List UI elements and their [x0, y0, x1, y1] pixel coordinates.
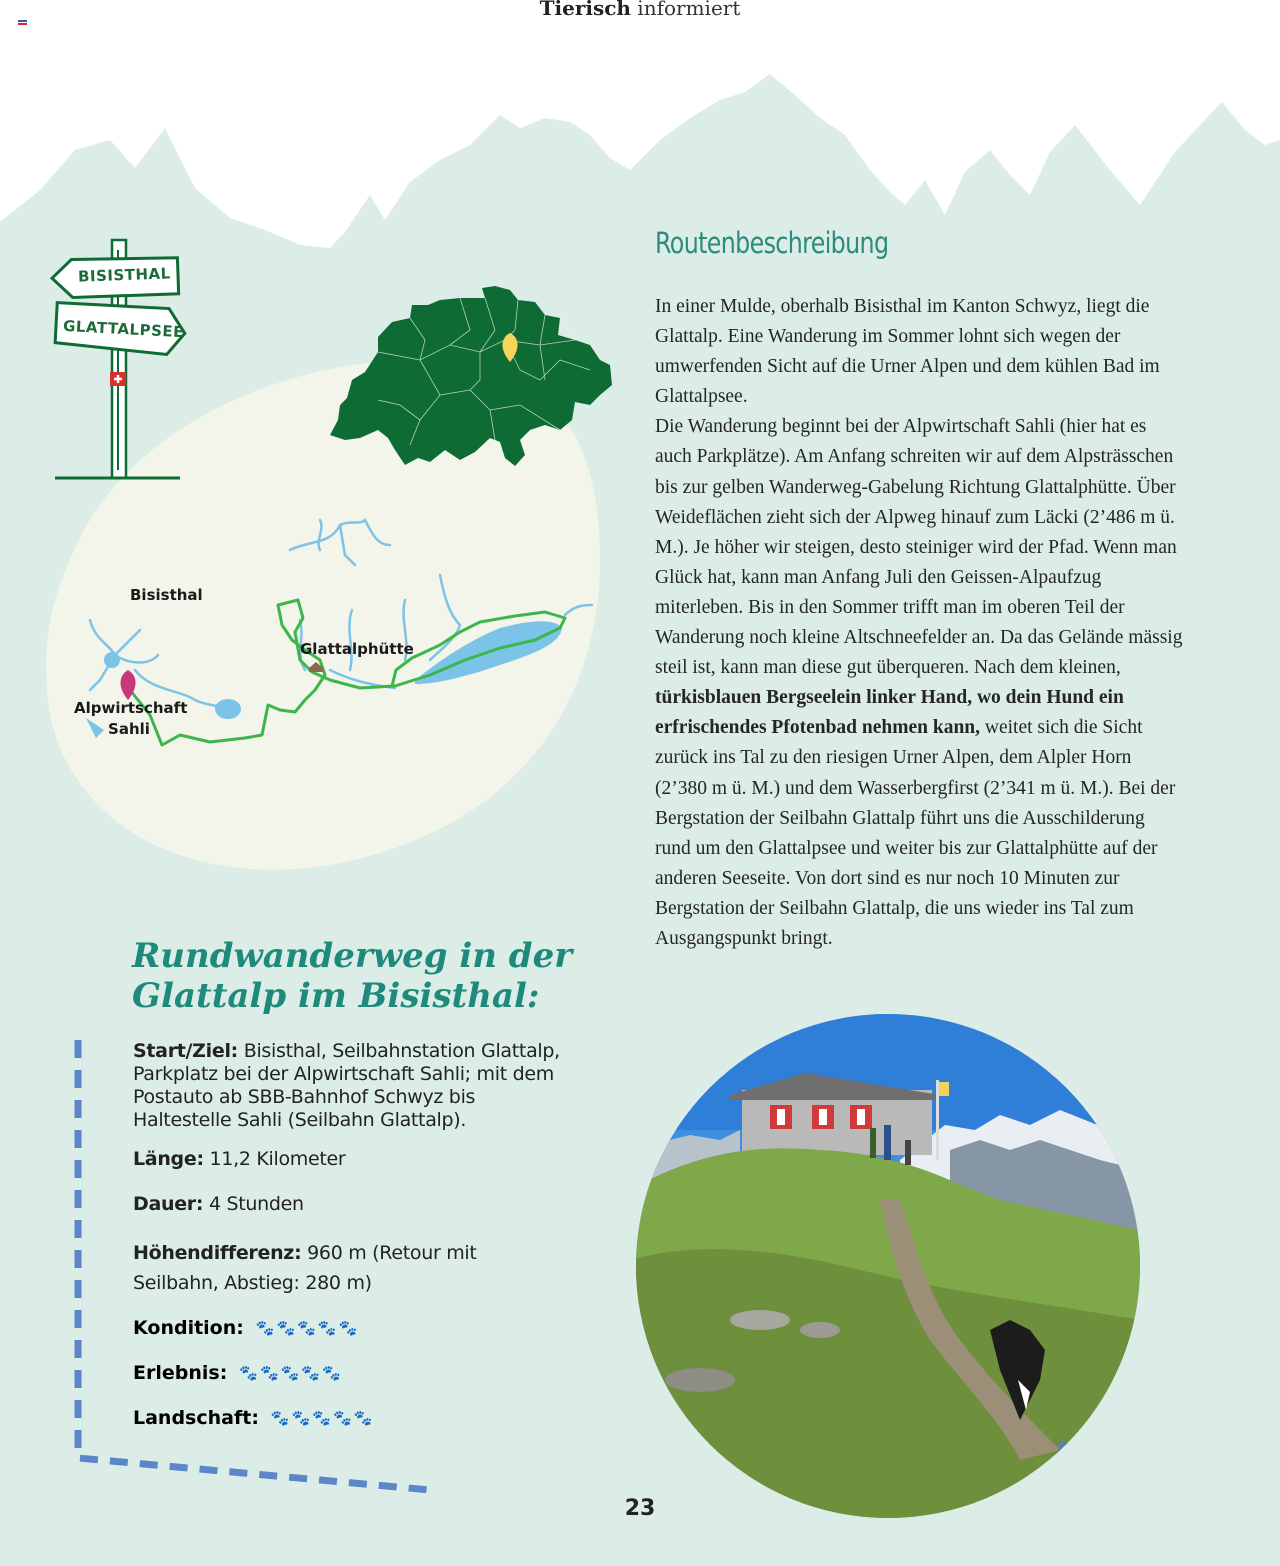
map-label-bisisthal: Bisisthal — [130, 586, 203, 604]
fact-elevation — [133, 1238, 563, 1298]
fact-elevation-label: Höhendifferenz: — [133, 1242, 302, 1264]
paw-icon: 🐾 — [353, 1408, 373, 1427]
fact-elevation-value: 960 m (Retour mit Seilbahn, Abstieg: 280 m) — [133, 1242, 477, 1294]
fact-duration — [133, 1193, 573, 1216]
hike-title-line-1: Rundwanderweg in der — [132, 936, 573, 976]
paw-rating — [239, 1363, 341, 1382]
map-label-alpwirtschaft-sahli — [74, 698, 188, 740]
paw-icon: 🐾 — [332, 1408, 352, 1427]
paw-rating — [270, 1408, 373, 1427]
map-label-glattalphuette: Glattalphütte — [300, 640, 414, 658]
rating-erlebnis — [133, 1362, 341, 1384]
rating-label: Erlebnis: — [133, 1362, 228, 1384]
paw-icon: 🐾 — [301, 1363, 321, 1382]
sign-bisisthal: BISISTHAL — [77, 264, 171, 286]
fact-start-value: Bisisthal, Seilbahnstation Glattalp, Parkplatz bei der Alpwirtschaft Sahli; mit dem Postauto ab SBB-Bahnhof Schwyz bis Haltestelle Sahli (Seilbahn Glattalp). — [133, 1040, 560, 1131]
route-text-start: Die Wanderung beginnt bei der Alpwirtschaft Sahli (hier hat es auch Parkplätze). Am Anfang schreiten wir auf dem Alpsträsschen bis zur gelben Wanderweg-Gabelung Richtung Glattalphütte. Über Weideflächen zieht sich der Alpweg hinauf zum Läcki (2’486 m ü. M.). Je höher wir steigen, desto steiniger wird der Pfad. Wenn man Glück hat, kann man Anfang Juli den Geissen-Alpaufzug miterleben. Bis in den Sommer trifft man im oberen Teil der Wanderung noch kleine Altschneefelder an. Da das Gelände mässig steil ist, kann man diese gut überqueren. Nach dem kleinen, — [655, 416, 1183, 679]
route-text-end: weitet sich die Sicht zurück ins Tal zu den riesigen Urner Alpen, dem Alpler Horn (2’380 m ü. M.) und dem Wasserbergfirst (2’341 m ü. M.). Bei der Bergstation der Seilbahn Glattalp führt uns die Ausschilderung rund um den Glattalpsee und weiter bis zur Glattalphütte auf der anderen Seeseite. Von dort sind es nur noch 10 Minuten zur Bergstation der Seilbahn Glattalp, die uns wieder ins Tal zum Ausgangspunkt bringt. — [655, 717, 1176, 949]
paw-icon: 🐾 — [317, 1318, 337, 1337]
map-label-alpwirtschaft: Alpwirtschaft — [74, 699, 188, 717]
route-description — [655, 292, 1185, 954]
fact-length-value: 11,2 Kilometer — [209, 1148, 346, 1170]
hike-title — [132, 936, 572, 1016]
paw-icon: 🐾 — [312, 1408, 331, 1427]
route-text-highlight: türkisblauen Bergseelein linker Hand, wo dein Hund ein erfrischendes Pfotenbad nehmen kann, — [655, 687, 1124, 739]
paw-icon: 🐾 — [280, 1363, 300, 1382]
fact-length-label: Länge: — [133, 1148, 204, 1170]
route-title: Routenbeschreibung — [655, 226, 889, 260]
map-label-sahli: Sahli — [108, 720, 150, 738]
fact-length — [133, 1148, 573, 1171]
sign-glattalpsee: GLATTALPSEE — [62, 316, 185, 342]
paw-icon: 🐾 — [239, 1363, 258, 1382]
hike-title-line-2: Glattalp im Bisisthal: — [132, 976, 540, 1016]
rating-label: Kondition: — [133, 1317, 244, 1339]
route-paragraph-1: In einer Mulde, oberhalb Bisisthal im Kanton Schwyz, liegt die Glattalp. Eine Wanderung im Sommer lohnt sich wegen der umwerfenden Sicht auf die Urner Alpen und dem kühlen Bad im Glattalpsee. — [655, 296, 1160, 408]
route-paragraph-2 — [655, 412, 1185, 954]
fact-duration-value: 4 Stunden — [208, 1193, 304, 1215]
fact-duration-label: Dauer: — [133, 1193, 204, 1215]
paw-icon: 🐾 — [270, 1408, 290, 1427]
paw-icon: 🐾 — [259, 1363, 279, 1382]
page-number: 23 — [624, 1496, 656, 1521]
paw-icon: 🐾 — [297, 1318, 316, 1337]
fact-start-label: Start/Ziel: — [133, 1040, 238, 1062]
paw-icon: 🐾 — [338, 1318, 358, 1337]
paw-icon: 🐾 — [291, 1408, 311, 1427]
rating-landschaft — [133, 1407, 372, 1429]
paw-icon: 🐾 — [255, 1318, 275, 1337]
flag-mark-icon — [18, 20, 27, 22]
paw-rating — [255, 1318, 358, 1337]
hike-facts — [133, 1040, 573, 1298]
brand-bold: Tierisch — [539, 0, 631, 20]
header — [0, 0, 1280, 20]
fact-start — [133, 1040, 573, 1132]
rating-label: Landschaft: — [133, 1407, 259, 1429]
paw-icon: 🐾 — [276, 1318, 296, 1337]
paw-icon: 🐾 — [322, 1363, 341, 1382]
brand-light: informiert — [637, 0, 741, 20]
rating-kondition — [133, 1317, 357, 1339]
